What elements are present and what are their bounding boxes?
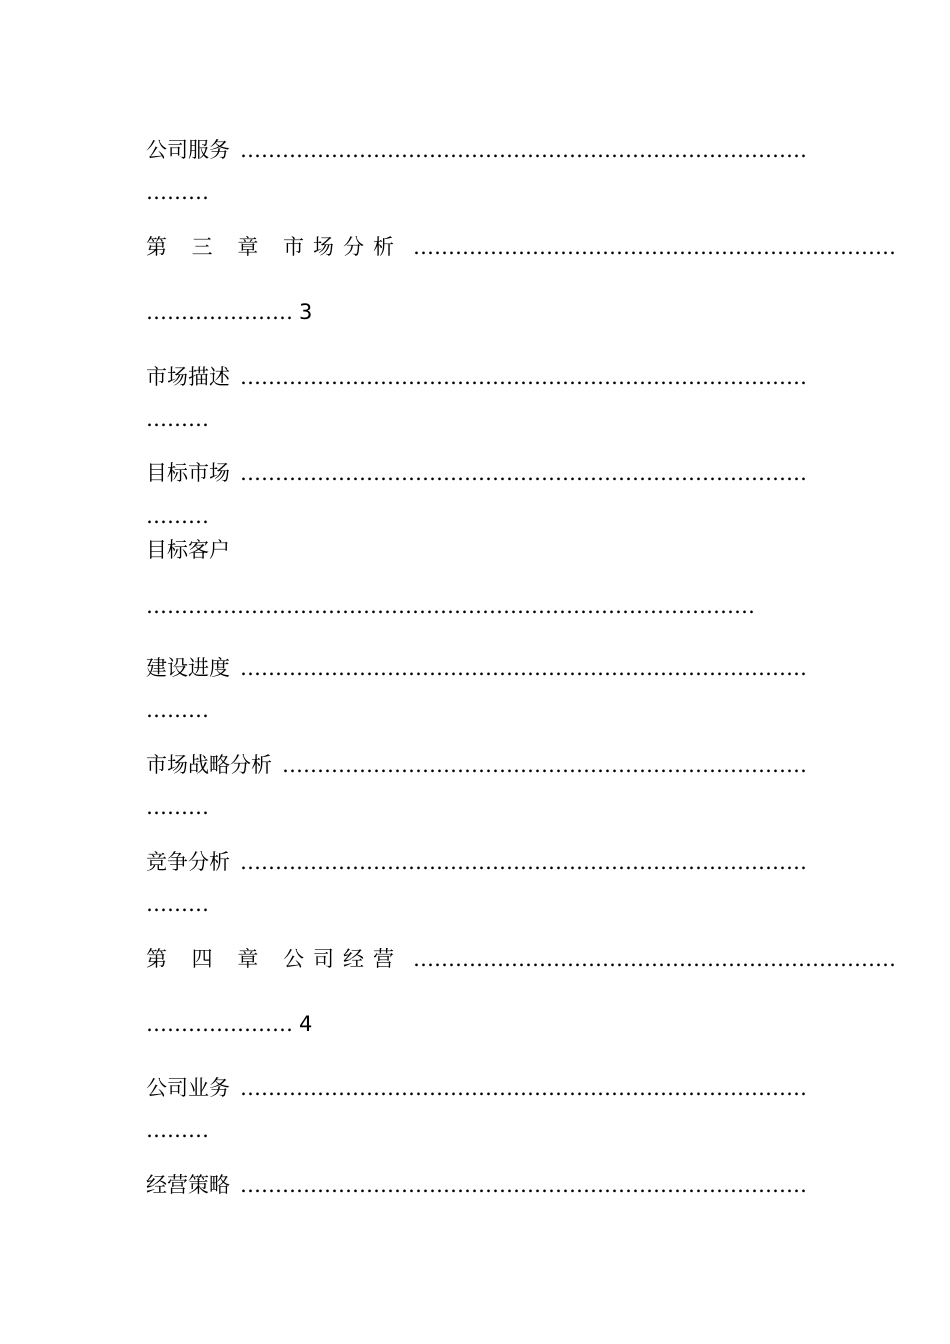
toc-line <box>146 235 896 259</box>
toc-line <box>146 1076 807 1100</box>
toc-label: 竞争分析 <box>146 850 230 874</box>
toc-line <box>146 138 807 162</box>
toc-line <box>146 753 807 777</box>
toc-label: 第 三 章 市场分析 <box>146 235 404 259</box>
toc-leader-cont: ……… <box>146 892 209 916</box>
toc-leader: …………………………………………………………… <box>413 235 897 259</box>
toc-label: 第 四 章 公司经营 <box>146 947 404 971</box>
toc-leader-cont: ……… <box>146 795 209 819</box>
toc-leader-cont: …………………………………………………………………………… <box>146 594 755 618</box>
toc-page-number: 4 <box>299 1012 313 1036</box>
toc-line <box>146 1173 807 1197</box>
toc-line <box>146 1012 312 1036</box>
toc-label: 市场描述 <box>146 365 230 389</box>
toc-page-number: 3 <box>299 300 313 324</box>
toc-label: 公司服务 <box>146 138 230 162</box>
toc-leader-cont: ……… <box>146 1118 209 1142</box>
toc-line <box>146 656 807 680</box>
toc-line <box>146 365 807 389</box>
toc-leader: ……………………………………………………………………… <box>240 365 807 389</box>
toc-line <box>146 850 807 874</box>
toc-leader: …………………………………………………………… <box>413 947 897 971</box>
toc-label: 市场战略分析 <box>146 753 272 777</box>
toc-label: 建设进度 <box>146 656 230 680</box>
toc-leader: ……………………………………………………………………… <box>240 1173 807 1197</box>
toc-leader: ……………………………………………………………………… <box>240 461 807 485</box>
toc-leader: ……………………………………………………………………… <box>240 1076 807 1100</box>
toc-leader-cont: ………………… <box>146 1012 293 1036</box>
toc-line <box>146 947 896 971</box>
toc-label: 目标市场 <box>146 461 230 485</box>
toc-leader: ……………………………………………………………………… <box>240 138 807 162</box>
toc-leader: ……………………………………………………………………… <box>240 850 807 874</box>
toc-line <box>146 300 312 324</box>
toc-label: 目标客户 <box>146 538 230 562</box>
toc-leader-cont: ……… <box>146 407 209 431</box>
toc-leader-cont: ……… <box>146 180 209 204</box>
toc-label: 经营策略 <box>146 1173 230 1197</box>
toc-leader: ………………………………………………………………… <box>282 753 807 777</box>
toc-leader-cont: ……… <box>146 504 209 528</box>
toc-line <box>146 461 807 485</box>
toc-leader: ……………………………………………………………………… <box>240 656 807 680</box>
toc-label: 公司业务 <box>146 1076 230 1100</box>
toc-leader-cont: ………………… <box>146 300 293 324</box>
toc-leader-cont: ……… <box>146 698 209 722</box>
